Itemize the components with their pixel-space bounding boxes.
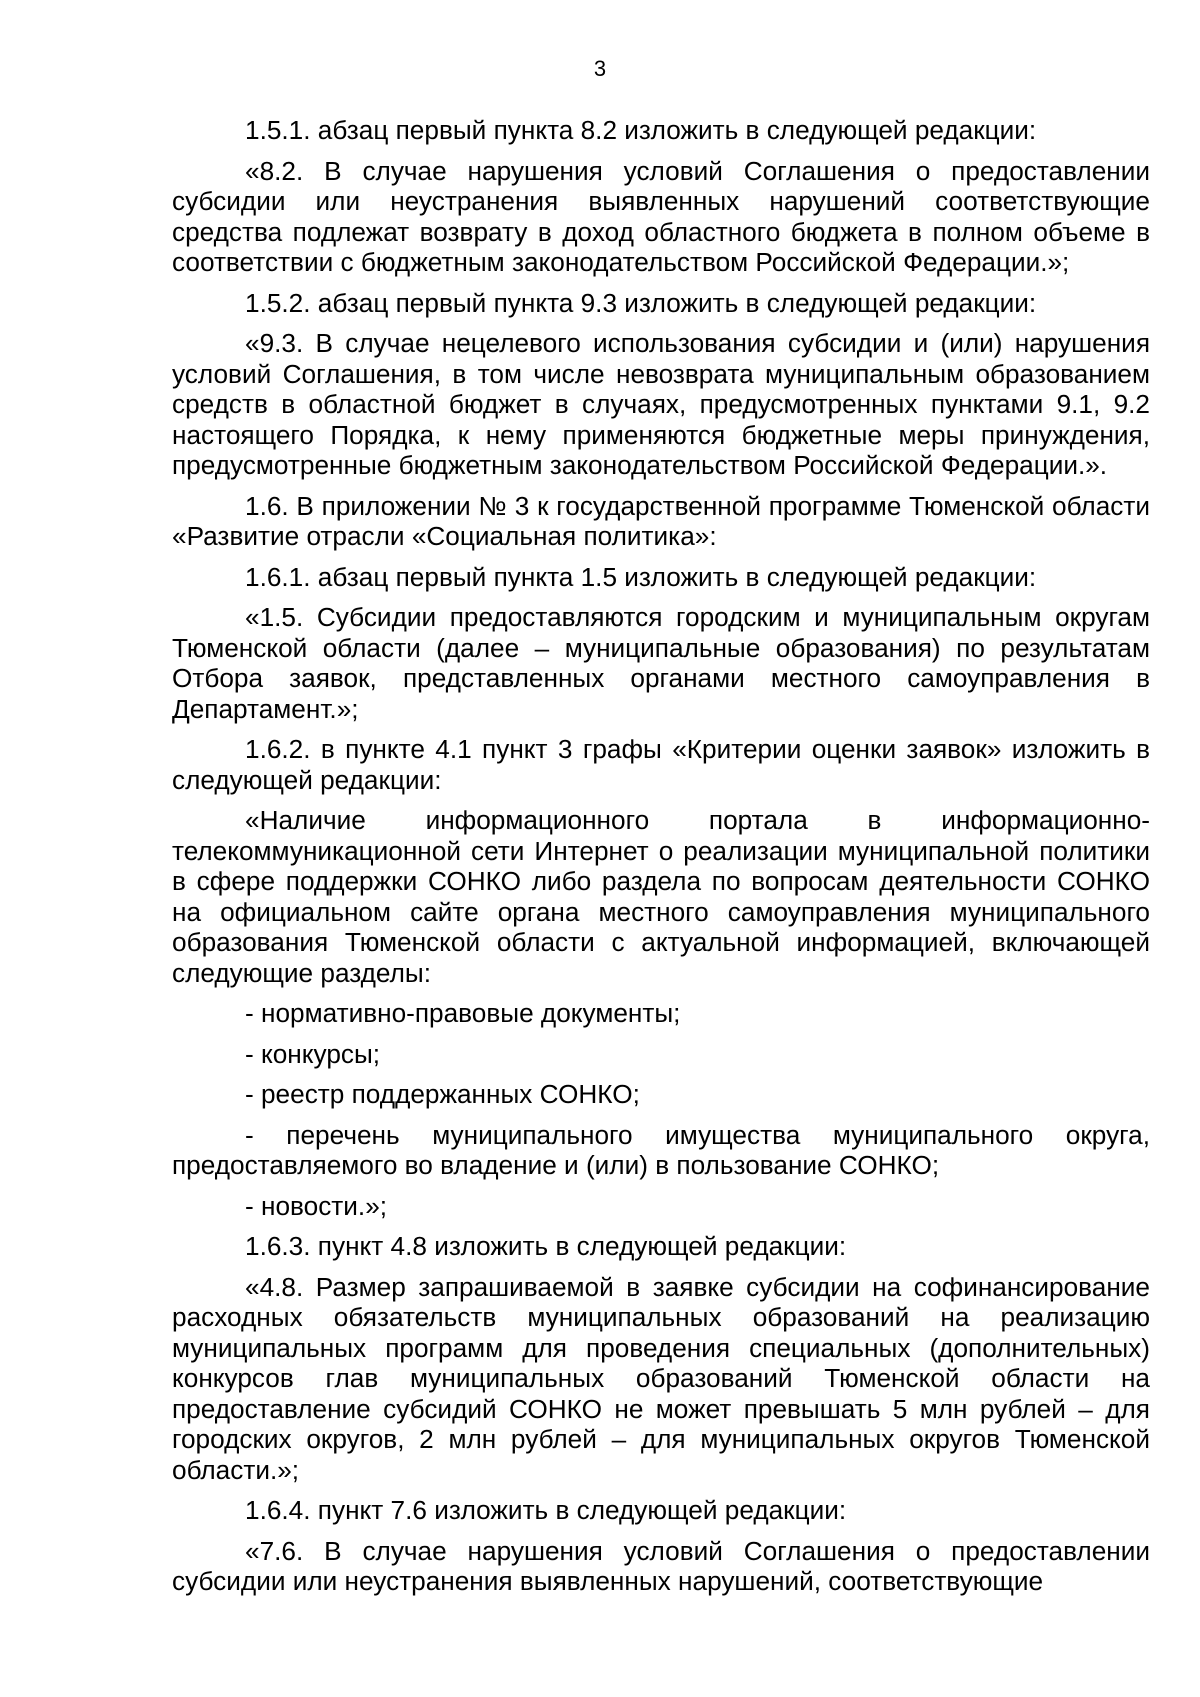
paragraph-1-6-2: 1.6.2. в пункте 4.1 пункт 3 графы «Критерии оценки заявок» изложить в следующей редакции: bbox=[172, 734, 1150, 795]
paragraph-1-6-3: 1.6.3. пункт 4.8 изложить в следующей редакции: bbox=[245, 1231, 847, 1261]
paragraph-7-6-text: «7.6. В случае нарушения условий Соглашения о предоставлении субсидии или неустранения выявленных нарушений, соответствующие bbox=[172, 1535, 1150, 1596]
list-item-contests: - конкурсы; bbox=[245, 1038, 381, 1069]
paragraph-1-6-4: 1.6.4. пункт 7.6 изложить в следующей редакции: bbox=[245, 1495, 847, 1525]
paragraph-1-6: 1.6. В приложении № 3 к государственной программе Тюменской области «Развитие отрасли «Социальная политика»: bbox=[172, 490, 1150, 551]
document-body bbox=[172, 115, 1150, 1607]
paragraph-1-5-2: 1.5.2. абзац первый пункта 9.3 изложить в следующей редакции: bbox=[245, 287, 1037, 318]
list-item-property-list: - перечень муниципального имущества муниципального округа, предоставляемого во владение и (или) в пользование СОНКО; bbox=[172, 1119, 1150, 1180]
list-item-news: - новости.»; bbox=[245, 1190, 388, 1221]
paragraph-9-3-text: «9.3. В случае нецелевого использования субсидии и (или) нарушения условий Соглашения, в том числе невозврата муниципальным образованием средств в областной бюджет в случаях, предусмотренных пунктами 9.1, 9.2 настоящего Порядка, к нему применяются бюджетные меры принуждения, предусмотренные бюджетным законодательством Российской Федерации.». bbox=[172, 328, 1150, 480]
paragraph-4-8-text: «4.8. Размер запрашиваемой в заявке субсидии на софинансирование расходных обязательств муниципальных образований на реализацию муниципальных программ для проведения специальных (дополнительных) конкурсов глав муниципальных образований Тюменской области на предоставление субсидий СОНКО не может превышать 5 млн рублей – для городских округов, 2 млн рублей – для муниципальных округов Тюменской области.»; bbox=[172, 1271, 1150, 1485]
paragraph-criteria-text: «Наличие информационного портала в информационно-телекоммуникационной сети Интернет о реализации муниципальной политики в сфере поддержки СОНКО либо раздела по вопросам деятельности СОНКО на официальном сайте органа местного самоуправления муниципального образования Тюменской области с актуальной информацией, включающей следующие разделы: bbox=[172, 805, 1150, 988]
paragraph-8-2-text: «8.2. В случае нарушения условий Соглашения о предоставлении субсидии или неустранения выявленных нарушений соответствующие средства подлежат возврату в доход областного бюджета в полном объеме в соответствии с бюджетным законодательством Российской Федерации.»; bbox=[172, 155, 1150, 277]
list-item-normative-documents: - нормативно-правовые документы; bbox=[245, 998, 681, 1028]
paragraph-1-5-1: 1.5.1. абзац первый пункта 8.2 изложить в следующей редакции: bbox=[245, 115, 1037, 145]
list-item-registry: - реестр поддержанных СОНКО; bbox=[245, 1079, 640, 1109]
paragraph-1-6-1: 1.6.1. абзац первый пункта 1.5 изложить в следующей редакции: bbox=[245, 561, 1037, 592]
page-number: 3 bbox=[593, 56, 607, 81]
paragraph-1-5-text: «1.5. Субсидии предоставляются городским и муниципальным округам Тюменской области (далее – муниципальные образования) по результатам Отбора заявок, представленных органами местного самоуправления в Департамент.»; bbox=[172, 602, 1150, 724]
